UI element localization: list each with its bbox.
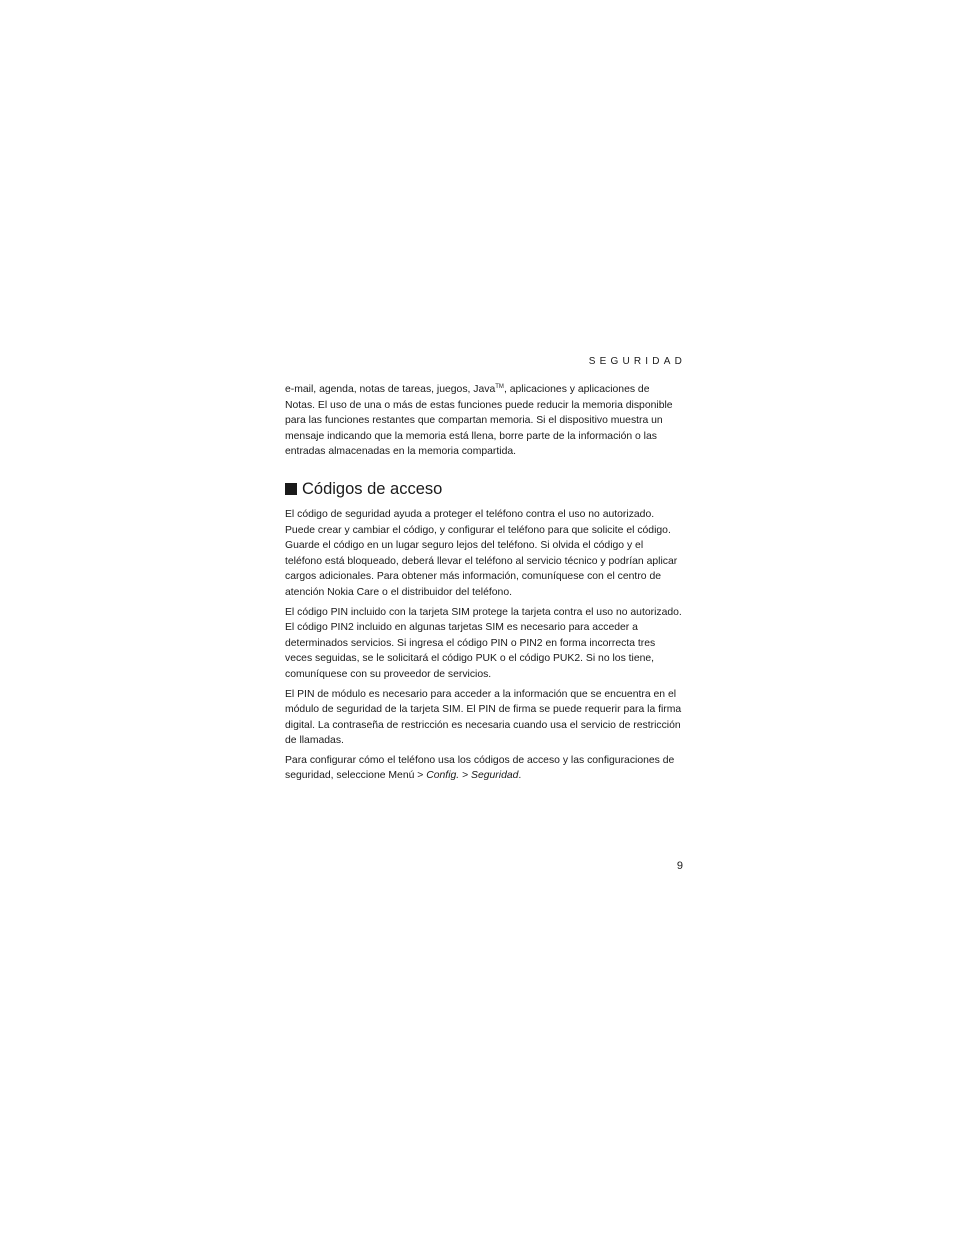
menu-path-separator: > — [459, 770, 472, 782]
trademark-mark: TM — [495, 384, 504, 390]
section-heading — [285, 478, 682, 500]
document-page — [285, 354, 686, 788]
menu-path-config: Config. — [426, 770, 460, 782]
menu-path-security: Seguridad — [471, 770, 519, 782]
menu-path-menu: Menú — [388, 770, 415, 782]
section-title: Códigos de acceso — [302, 479, 443, 498]
menu-path-separator: > — [414, 770, 427, 782]
config-lead-text: Para configurar cómo el teléfono usa los códigos de acceso y las configuraciones de seguridad, seleccione — [285, 754, 675, 782]
body-paragraph-configuration — [285, 753, 682, 784]
body-paragraph-security-code: El código de seguridad ayuda a proteger el teléfono contra el uso no autorizado. Puede crear y cambiar el código, y configurar el teléfono para que solicite el código. Guarde el código en un lugar seguro lejos del teléfono. Si olvida el código y el teléfono está bloqueado, deberá llevar el teléfono al servicio técnico y podrían aplicar cargos adicionales. Para obtener más información, comuníquese con el centro de atención Nokia Care o el distribuidor del teléfono. — [285, 508, 678, 598]
body-paragraph-module-pin: El PIN de módulo es necesario para acceder a la información que se encuentra en el módulo de seguridad de la tarjeta SIM. El PIN de firma se puede requerir para la firma digital. La contraseña de restricción es necesaria cuando usa el servicio de restricción de llamadas. — [285, 688, 682, 747]
intro-text-end: , aplicaciones y aplicaciones de Notas. El uso de una o más de estas funciones puede reducir la memoria disponible para las funciones restantes que compartan memoria. Si el dispositivo muestra un mensaje indicando que la memoria está llena, borre parte de la información o las entradas almacenadas en la memoria compartida. — [285, 384, 673, 458]
intro-text-start: e-mail, agenda, notas de tareas, juegos, Java — [285, 384, 496, 395]
intro-paragraph-block — [285, 382, 682, 460]
config-end-text: . — [518, 770, 522, 782]
page-number: 9 — [676, 860, 683, 872]
running-header: SEGURIDAD — [588, 356, 686, 367]
intro-paragraph — [285, 382, 682, 460]
section-bullet-square-icon — [285, 483, 297, 495]
body-paragraph-pin-code: El código PIN incluido con la tarjeta SIM protege la tarjeta contra el uso no autorizado. El código PIN2 incluido en algunas tarjetas SIM es necesario para acceder a determinados servicios. Si ingresa el código PIN o PIN2 en forma incorrecta tres veces seguidas, se le solicitará el código PUK o el código PUK2. Si no los tiene, comuníquese con su proveedor de servicios. — [285, 606, 682, 680]
